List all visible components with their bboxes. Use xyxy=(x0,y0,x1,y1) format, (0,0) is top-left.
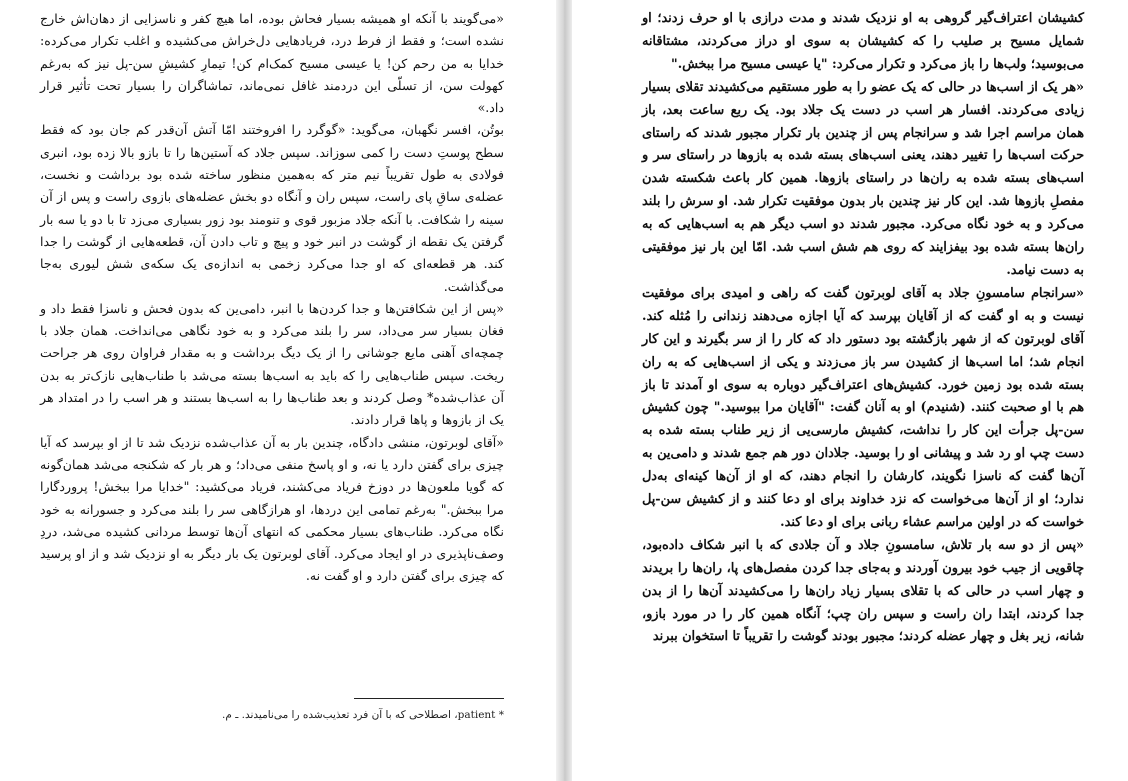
right-paragraph-4: «پس از دو سه بار تلاش، سامسونِ جلاد و آن جلادی که با انبر شکاف داده‌بود، چاقویی از جیب خود بیرون آوردند و به‌جای جدا کردن مفصل‌های پا، ران‌ها را بریدند و چهار اسب در حالی که با تقلای بسیار زیاد ران‌ها را می‌کشیدند آن‌ها را از بدن جدا کردند، ابتدا ران راست و سپس ران چپ؛ آنگاه همین کار را در مورد بازو، شانه، زیر بغل و چهار عضله کردند؛ مجبور بودند گوشت را تقریباً تا استخوان ببرند xyxy=(642,537,1084,645)
footnote: * patient، اصطلاحی که با آن فرد تعذیب‌شده را می‌نامیدند. ـ م. xyxy=(222,709,504,721)
right-page xyxy=(572,0,1128,781)
footnote-rule xyxy=(354,698,504,699)
left-page xyxy=(0,0,556,781)
right-paragraph-1: کشیشان اعتراف‌گیر گروهی به او نزدیک شدند و مدت درازی با او حرف زدند؛ او شمایل مسیح بر صلیب را که کشیشان به سوی او دراز می‌کردند، مشتاقانه می‌بوسید؛ ولب‌ها را باز می‌کرد و تکرار می‌کرد: "یا عیسی مسیح مرا ببخش." xyxy=(642,11,1084,72)
right-paragraph-2: «هر یک از اسب‌ها در حالی که یک عضو را به طور مستقیم می‌کشیدند تقلای بسیار زیادی می‌کردند. افسار هر اسب در دست یک جلاد بود. یک ربع ساعت بعد، باز همان مراسم اجرا شد و سرانجام پس از چندین بار تکرار مجبور شدند که راستای حرکت اسب‌ها را تغییر دهند، یعنی اسب‌های بسته شده به بازوها در راستای سر و اسب‌های بسته شده به ران‌ها در راستای بازوها. همین کار باعث شکسته شدن مفصلِ بازوها شد. این کار نیز چندین بار بدون موفقیت تکرار شد. او سرش را بلند می‌کرد و به خود نگاه می‌کرد. مجبور شدند دو اسب دیگر هم به اسب‌هایی که به ران‌ها بسته شده بود بیفزایند که روی هم شش اسب شد. امّا این بار نیز موفقیتی به دست نیامد. xyxy=(642,79,1084,278)
left-paragraph-4: «آقای لوبرتون، منشی دادگاه، چندین بار به آن عذاب‌شده نزدیک شد تا از او بپرسد که آیا چیزی برای گفتن دارد یا نه، و او پاسخ منفی می‌داد؛ و هر بار که شکنجه می‌شد همان‌گونه که گویا ملعون‌ها در دوزخ فریاد می‌کشند، فریاد می‌کشید: "خدایا مرا ببخش! پروردگارا مرا ببخش." به‌رغم تمامی این دردها، او هرازگاهی سر را بلند می‌کرد و جسورانه به خود نگاه می‌کرد. طناب‌های بسیار محکمی که انتهای آن‌ها توسط مردانی کشیده می‌شد، دردِ وصف‌ناپذیری در او ایجاد می‌کرد. آقای لوبرتون یک بار دیگر به او نزدیک شد و از او پرسید که چیزی برای گفتن دارد و او گفت نه. xyxy=(40,434,504,584)
left-paragraph-2: بوتُن، افسر نگهبان، می‌گوید: «گوگرد را افروختند امّا آتش آن‌قدر کم جان بود که فقط سطح پوستِ دست را کمی سوزاند. سپس جلاد که آستین‌ها را تا بازو بالا زده بود، انبری فولادی به طول تقریباً نیم متر که به‌همین منظور ساخته شده بود برداشت و نخست، عضله‌ی ساقِ پای راست، سپس ران و آنگاه دو بخش عضله‌های بازوی راست و پس از آن سینه را شکافت. با آنکه جلاد مزبور قوی و تنومند بود زور بسیاری می‌زد تا با دو یا سه بار گرفتن یک نقطه از گوشت در انبر خود و پیچ و تاب دادن آن، قطعه‌هایی از گوشت را جدا کند. هر قطعه‌ای که او جدا می‌کرد زخمی به اندازه‌ی یک سکه‌ی شش لیوری به‌جا می‌گذاشت. xyxy=(40,122,504,294)
left-paragraph-3: «پس از این شکافتن‌ها و جدا کردن‌ها با انبر، دامی‌ین که بدون فحش و ناسزا فقط داد و فغان بسیار سر می‌داد، سر را بلند می‌کرد و به خود نگاهی می‌انداخت. همان جلاد با چمچه‌ای آهنی مایع جوشانی را از یک دیگ برداشت و به مقدار فراوان روی هر جراحت ریخت. سپس طناب‌هایی را که باید به اسب‌ها بسته می‌شد با طناب‌هایی نازک‌تر به بدن آن عذاب‌شده* وصل کردند و بعد طناب‌ها را به اسب‌ها بستند و هر اسب را در امتداد هر یک از بازوها و پاها قرار دادند. xyxy=(40,300,504,428)
book-gutter xyxy=(556,0,572,781)
left-paragraph-1: «می‌گویند با آنکه او همیشه بسیار فحاش بوده، اما هیچ کفر و ناسزایی از دهان‌اش خارج نشده است؛ و فقط از فرط درد، فریادهایی دل‌خراش می‌کشیده و اغلب تکرار می‌کرده: خدایا به من رحم کن! یا عیسی مسیح کمک‌ام کن! تیمارِ کشیشِ سن-پل نیز که به‌رغم کهولت سن، از تسلّی این دردمند غافل نمی‌ماند، تماشاگران را بسیار تحت تأثیر قرار داد.» xyxy=(40,11,504,116)
footnote-area xyxy=(40,698,504,723)
right-paragraph-3: «سرانجام سامسونِ جلاد به آقای لوبرتون گفت که راهی و امیدی برای موفقیت نیست و به او گفت که از آقایان بپرسد که آیا اجازه می‌دهند زندانی را مُثله کند. آقای لوبرتون که از شهر بازگشته بود دستور داد که کار را از سر بگیرند و این کار انجام شد؛ اما اسب‌ها از کشیدن سر باز می‌زدند و یکی از اسب‌هایی که به ران بسته شده بود زمین خورد. کشیش‌های اعتراف‌گیر دوباره به سوی او آمدند تا باز هم با او صحبت کنند. (شنیدم) او به آنان گفت: "آقایان مرا ببوسید." چون کشیش سن-پل جرأت این کار را نداشت، کشیش مارسی‌یی از زیر طناب بسته شده به دست چپ او رد شد و پیشانی او را بوسید. جلادان دور هم جمع شدند و دامی‌ین به آن‌ها گفت که ناسزا نگویند، کارشان را انجام دهند، که او از آن‌ها کینه‌ای به‌دل ندارد؛ او از آن‌ها می‌خواست که نزد خداوند برای او دعا کنند و از کشیش سن-پل خواست که در اولین مراسم عشاء ربانی برای او دعا کند. xyxy=(642,285,1084,530)
